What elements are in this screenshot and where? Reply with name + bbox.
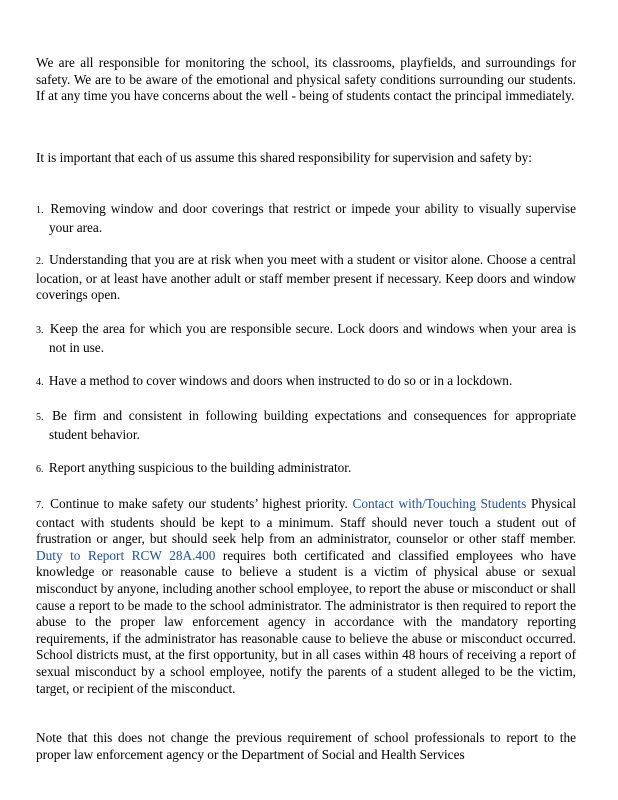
duty-to-report-text: requires both certificated and classified employees who have knowledge or reasonable cause to believe a student is a victim of physical abuse or sexual misconduct by anyone, including another school employee, to report the abuse or misconduct or shall cause a report to be made to the school administrator. The administrator is then required to report the abuse to the proper law enforcement agency in accordance with the mandatory reporting requirements, if the administrator has reasonable cause to believe the abuse or misconduct occurred. School districts must, at the first opportunity, but in all cases within 48 hours of receiving a report of sexual misconduct by a school employee, notify the parents of a student alleged to be the victim, target, or recipient of the misconduct. [36,547,577,696]
list-item [36,201,576,236]
shared-responsibility-paragraph: It is important that each of us assume this shared responsibility for supervision and safety by: [36,150,532,165]
list-item-text: Have a method to cover windows and doors when instructed to do so or in a lockdown. [48,373,513,388]
list-item [36,252,576,304]
list-item-number: 7. [36,500,44,511]
list-item-number: 6. [36,464,44,475]
duty-to-report-link[interactable]: Duty to Report RCW 28A.400 [36,547,216,563]
list-item-number: 5. [36,412,44,423]
list-item [36,408,576,443]
intro-paragraph: We are all responsible for monitoring the school, its classrooms, playfields, and surroundings for safety. We are to be aware of the emotional and physical safety conditions surrounding our students. If at any time you have concerns about the well - being of students contact the principal immediately. [36,55,576,104]
list-item-number: 2. [36,256,44,267]
list-item-text: Understanding that you are at risk when you meet with a student or visitor alone. Choose a central location, or at least have another adult or staff member present if necessary. Keep doors and window coverings open. [36,252,576,303]
list-item [36,373,576,392]
list-item-number: 3. [36,325,44,336]
list-item [36,460,576,479]
contact-touching-students-link[interactable]: Contact with/Touching Students [352,496,527,511]
physical-contact-text: Physical contact with students should be kept to a minimum. Staff should never touch a student out of frustration or anger, but should seek help from an administrator, counselor or other staff member. [36,496,577,547]
list-item-text: Keep the area for which you are responsible secure. Lock doors and windows when your area is not in use. [49,321,576,355]
list-item-number: 1. [36,205,44,216]
list-item-lead: Continue to make safety our students’ highest priority. [50,496,348,511]
list-item-text: Report anything suspicious to the building administrator. [48,460,352,475]
list-item-number: 4. [36,377,44,388]
list-item-text: Be firm and consistent in following building expectations and consequences for appropriate student behavior. [49,408,576,442]
list-item-duty-to-report [36,496,576,697]
note-paragraph: Note that this does not change the previous requirement of school professionals to report to the proper law enforcement agency or the Department of Social and Health Services [36,730,576,762]
list-item-text: Removing window and door coverings that restrict or impede your ability to visually supervise your area. [49,201,576,235]
list-item [36,321,576,356]
